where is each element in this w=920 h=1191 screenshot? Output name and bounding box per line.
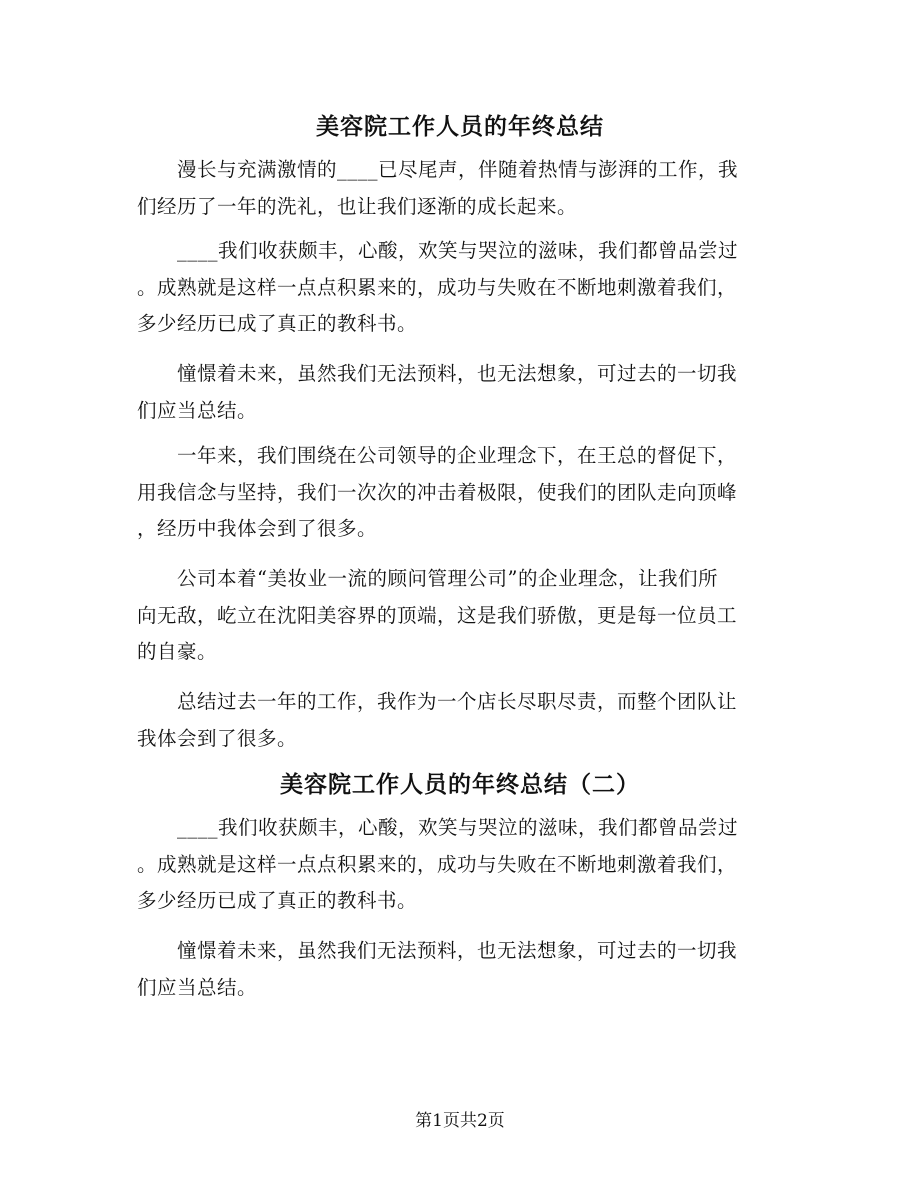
paragraph-line: 我体会到了很多。 — [137, 726, 298, 750]
paragraph-4 — [137, 438, 777, 548]
paragraph-line: 多少经历已成了真正的教科书。 — [137, 312, 418, 335]
paragraph-7 — [137, 810, 777, 920]
paragraph-line: 公司本着“美妆业一流的顾问管理公司”的企业理念，让我们所 — [137, 567, 718, 590]
paragraph-line: 憧憬着未来，虽然我们无法预料，也无法想象，可过去的一切我 — [137, 362, 738, 385]
paragraph-5 — [137, 561, 777, 671]
paragraph-line: 一年来，我们围绕在公司领导的企业理念下，在王总的督促下， — [137, 444, 738, 467]
paragraph-line: 漫长与充满激情的____已尽尾声，伴随着热情与澎湃的工作，我 — [137, 158, 739, 181]
paragraph-6 — [137, 684, 777, 757]
paragraph-line: 用我信念与坚持，我们一次次的冲击着极限，使我们的团队走向顶峰 — [137, 480, 738, 504]
paragraph-3 — [137, 356, 777, 429]
paragraph-line: ____我们收获颇丰，心酸，欢笑与哭泣的滋味，我们都曾品尝过 — [137, 239, 739, 262]
paragraph-line: ，经历中我体会到了很多。 — [137, 517, 378, 540]
paragraph-1 — [137, 152, 777, 225]
paragraph-line: ____我们收获颇丰，心酸，欢笑与哭泣的滋味，我们都曾品尝过 — [137, 816, 739, 839]
paragraph-line: 们经历了一年的洗礼，也让我们逐渐的成长起来。 — [137, 194, 578, 218]
section-title: 美容院工作人员的年终总结（二） — [280, 771, 640, 798]
paragraph-line: 的自豪。 — [137, 640, 218, 663]
paragraph-line: 多少经历已成了真正的教科书。 — [137, 889, 418, 912]
paragraph-line: 们应当总结。 — [137, 398, 258, 422]
paragraph-2 — [137, 233, 777, 343]
paragraph-line: 总结过去一年的工作，我作为一个店长尽职尽责，而整个团队让 — [137, 690, 738, 713]
paragraph-line: 。成熟就是这样一点点积累来的，成功与失败在不断地刺激着我们， — [137, 275, 738, 299]
page-number: 第1页共2页 — [415, 1111, 505, 1131]
paragraph-line: 。成熟就是这样一点点积累来的，成功与失败在不断地刺激着我们， — [137, 852, 738, 876]
paragraph-line: 向无敌，屹立在沈阳美容界的顶端，这是我们骄傲，更是每一位员工 — [137, 603, 738, 627]
paragraph-line: 憧憬着未来，虽然我们无法预料，也无法想象，可过去的一切我 — [137, 939, 738, 962]
paragraph-8 — [137, 933, 777, 1006]
document-title: 美容院工作人员的年终总结 — [316, 113, 604, 140]
paragraph-line: 们应当总结。 — [137, 975, 258, 999]
